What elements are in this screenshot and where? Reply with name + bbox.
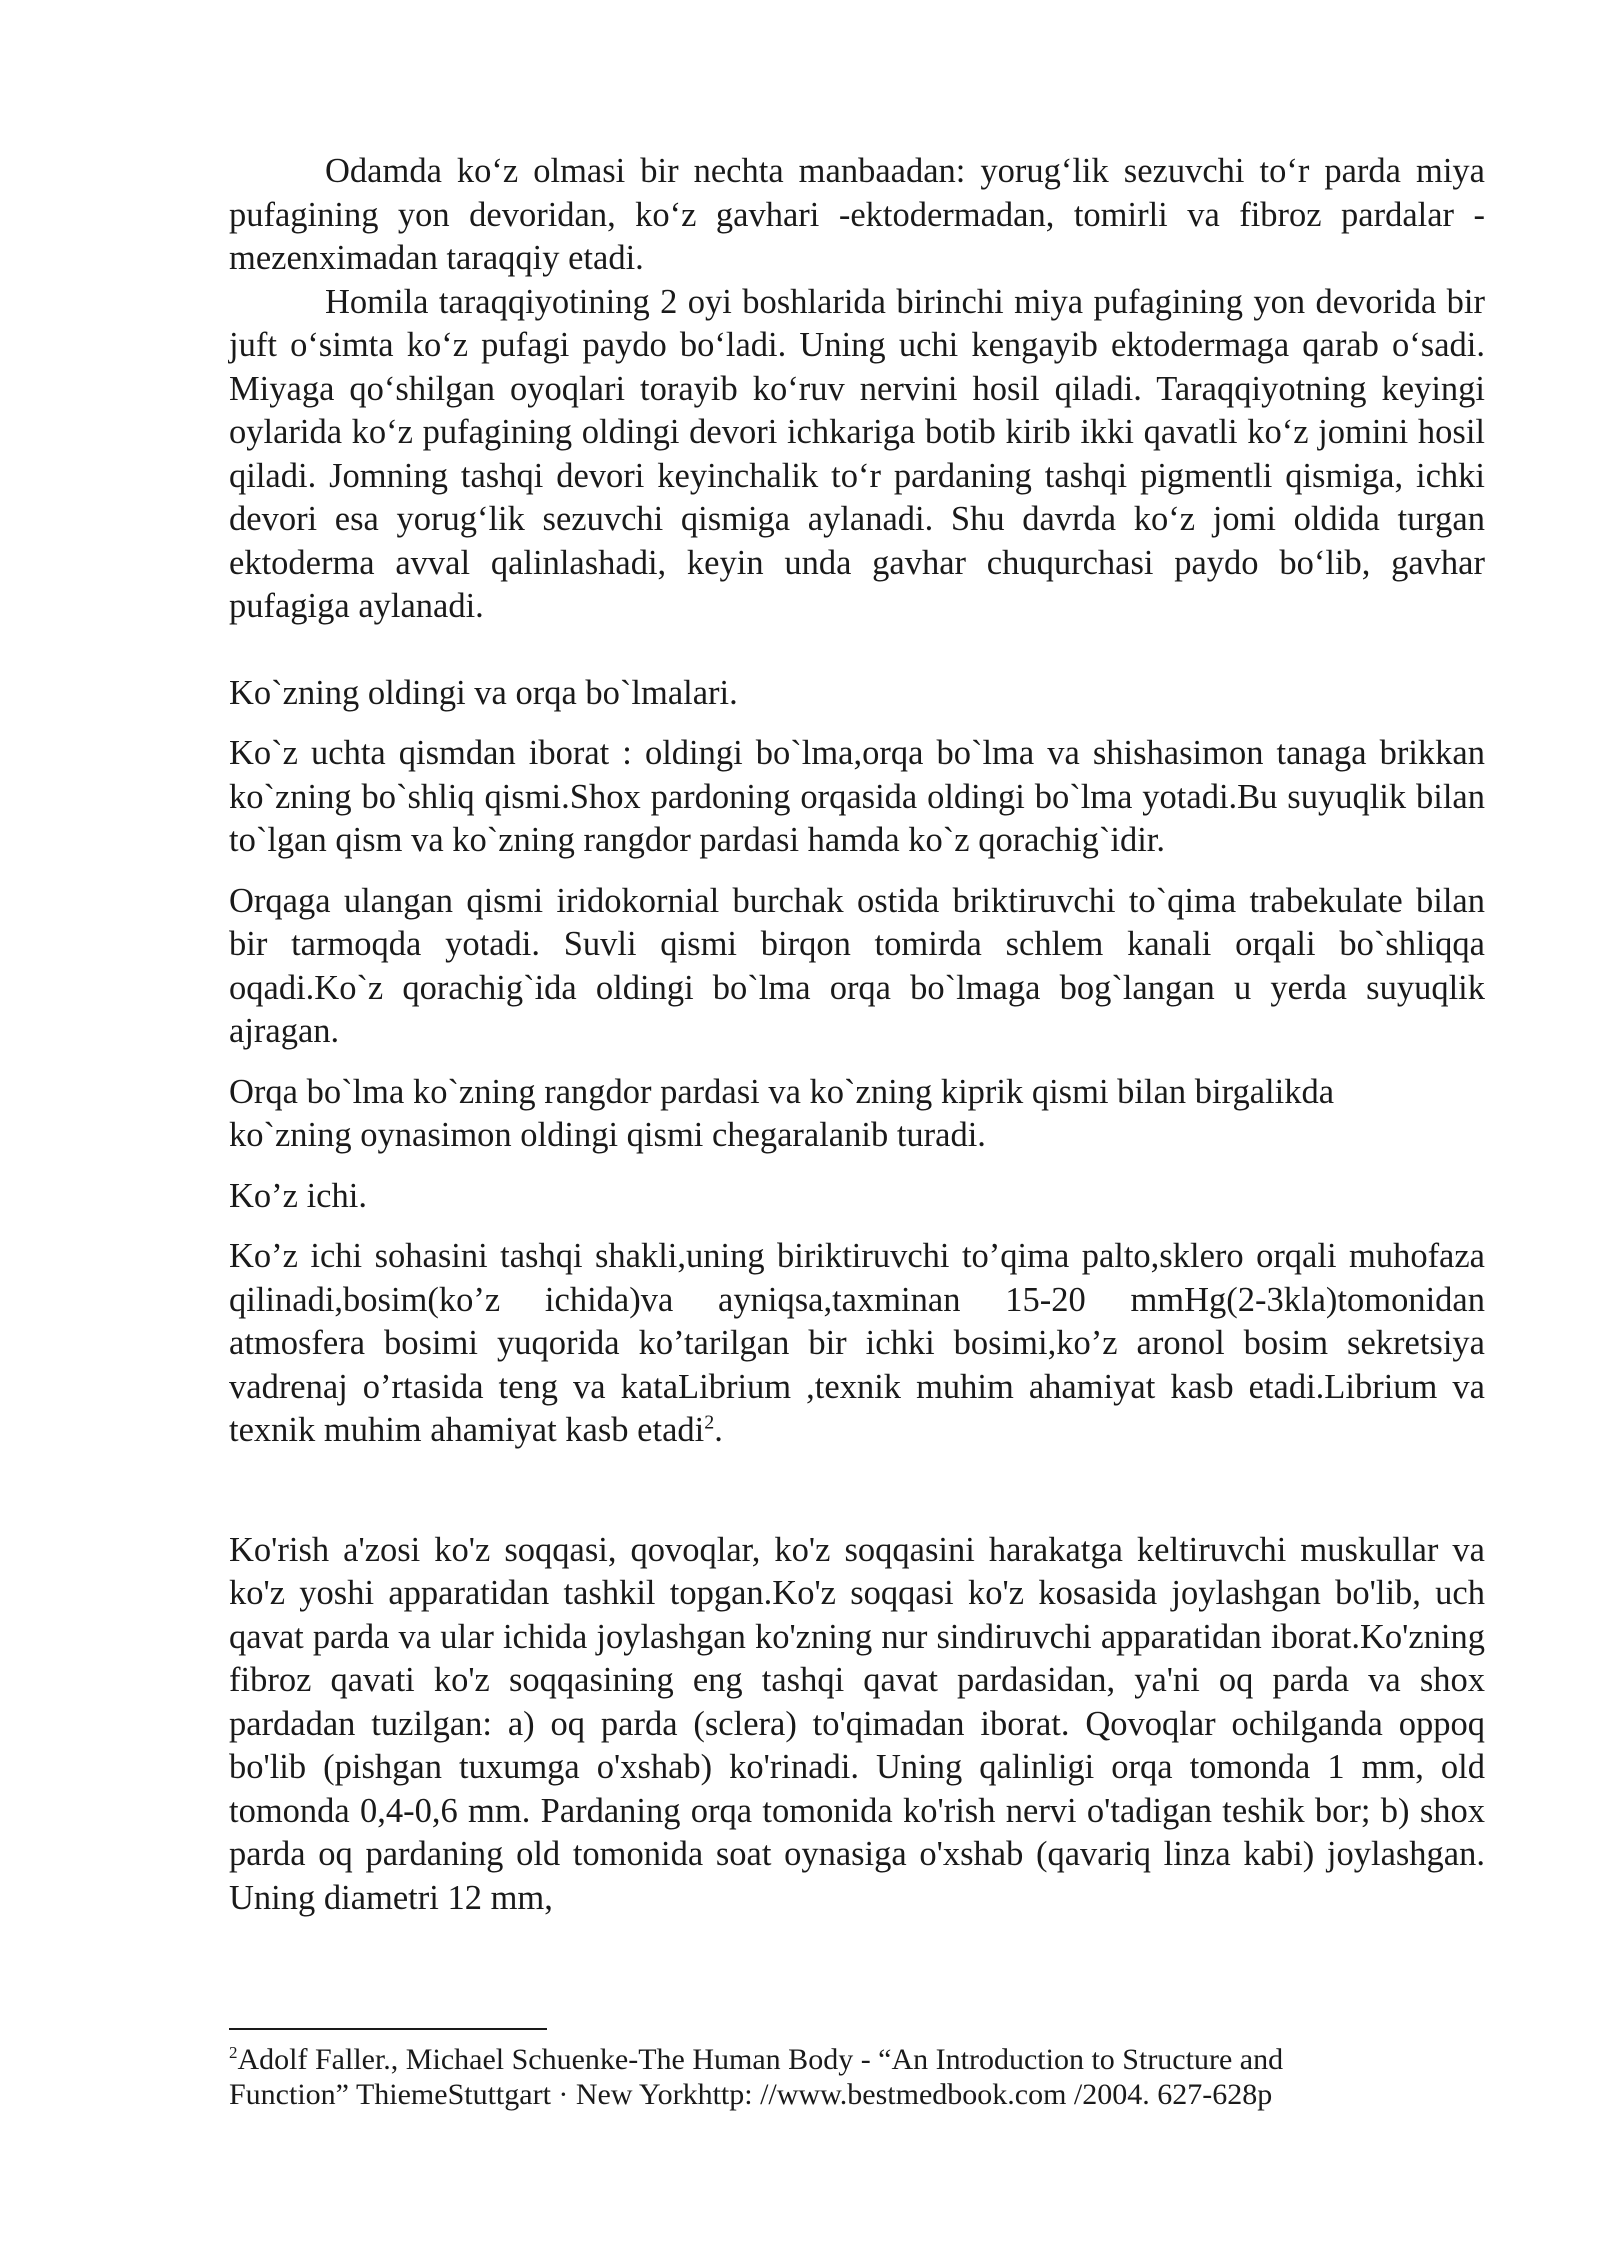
paragraph-text: Ko’z ichi sohasini tashqi shakli,uning biriktiruvchi to’qima palto,sklero orqali muhofaza qilinadi,bosim(ko’z ichida)va ayniqsa,taxminan 15-20 mmHg(2-3kla)tomonidan atmosfera bosimi yuqorida ko’tarilgan bir ichki bosimi,ko’z aronol bosim sekretsiya vadrenaj o’rtasida teng va kataLibrium ,texnik muhim ahamiyat kasb etadi.Librium va texnik muhim ahamiyat kasb etadi (229, 1237, 1485, 1449)
footnote-line: Function” ThiemeStuttgart · New Yorkhttp: //www.bestmedbook.com /2004. 627-628p (229, 2078, 1273, 2111)
paragraph-visual-organ: Ko'rish a'zosi ko'z soqqasi, qovoqlar, ko'z soqqasini harakatga keltiruvchi muskullar va ko'z yoshi apparatidan tashkil topgan.Ko'z soqqasi ko'z kosasida joylashgan bo'lib, uch qavat parda va ular ichida joylashgan ko'zning nur sindiruvchi apparatidan iborat.Ko'zning fibroz qavati ko'z soqqasining eng tashqi qavat pardasidan, ya'ni oq parda va shox pardadan tuzilgan: a) oq parda (sclera) to'qimadan iborat. Qovoqlar ochilganda oppoq bo'lib (pishgan tuxumga o'xshab) ko'rinadi. Uning qalinligi orqa tomonda 1 mm, old tomonda 0,4-0,6 mm. Pardaning orqa tomonida ko'rish nervi o'tadigan teshik bor; b) shox parda oq pardaning old tomonida soat oynasiga o'xshab (qavariq linza kabi) joylashgan. Uning diametri 12 mm, (229, 1530, 1485, 1917)
footnote (229, 2042, 1379, 2112)
paragraph-embryo-development: Homila taraqqiyotining 2 oyi boshlarida birinchi miya pufagining yon devorida bir juft o‘simta ko‘z pufagi paydo bo‘ladi. Uning uchi kengayib ektodermaga qarab o‘sadi. Miyaga qo‘shilgan oyoqlari torayib ko‘ruv nervini hosil qiladi. Taraqqiyotning keyingi oylarida ko‘z pufagining oldingi devori ichkariga botib kirib ikki qavatli ko‘z jomini hosil qiladi. Jomning tashqi devori keyinchalik to‘r pardaning tashqi pigmentli qismiga, ichki devori esa yorug‘lik sezuvchi qismiga aylanadi. Shu davrda ko‘z jomi oldida turgan ektoderma avval qalinlashadi, keyin unda gavhar chuqurchasi paydo bo‘lib, gavhar pufagiga aylanadi. (229, 282, 1485, 625)
paragraph-eye-parts: Ko`z uchta qismdan iborat : oldingi bo`lma,orqa bo`lma va shishasimon tanaga brikkan ko`zning bo`shliq qismi.Shox pardoning orqasida oldingi bo`lma yotadi.Bu suyuqlik bilan to`lgan qism va ko`zning rangdor pardasi hamda ko`z qorachig`idir. (229, 734, 1485, 859)
paragraph-drainage: Orqaga ulangan qismi iridokornial burchak ostida briktiruvchi to`qima trabekulate bilan bir tarmoqda yotadi. Suvli qismi birqon tomirda schlem kanali orqali bo`shliqqa oqadi.Ko`z qorachig`ida oldingi bo`lma orqa bo`lmaga bog`langan u yerda suyuqlik ajragan. (229, 881, 1485, 1050)
paragraph-end-punctuation: . (714, 1411, 723, 1449)
paragraph-eye-origin: Odamda ko‘z olmasi bir nechta manbaadan: yorug‘lik sezuvchi to‘r parda miya pufagining yon devoridan, ko‘z gavhari -ektodermadan, tomirli va fibroz pardalar - mezenximadan taraqqiy etadi. (229, 152, 1485, 277)
section-heading-intraocular: Ko’z ichi. (229, 1176, 367, 1215)
footnote-number: 2 (229, 2043, 238, 2062)
paragraph-posterior-chamber (229, 1071, 1485, 1158)
section-heading-chambers: Ko`zning oldingi va orqa bo`lmalari. (229, 673, 738, 712)
footnote-reference[interactable]: 2 (704, 1411, 715, 1434)
footnote-separator (229, 2028, 547, 2030)
paragraph-line: ko`zning oynasimon oldingi qismi chegaralanib turadi. (229, 1116, 986, 1154)
paragraph-intraocular-pressure (229, 1235, 1485, 1453)
paragraph-line: Orqa bo`lma ko`zning rangdor pardasi va ko`zning kiprik qismi bilan birgalikda (229, 1072, 1335, 1111)
main-text (229, 150, 1485, 1920)
footnote-line: Adolf Faller., Michael Schuenke-The Human Body - “An Introduction to Structure and (237, 2043, 1284, 2076)
